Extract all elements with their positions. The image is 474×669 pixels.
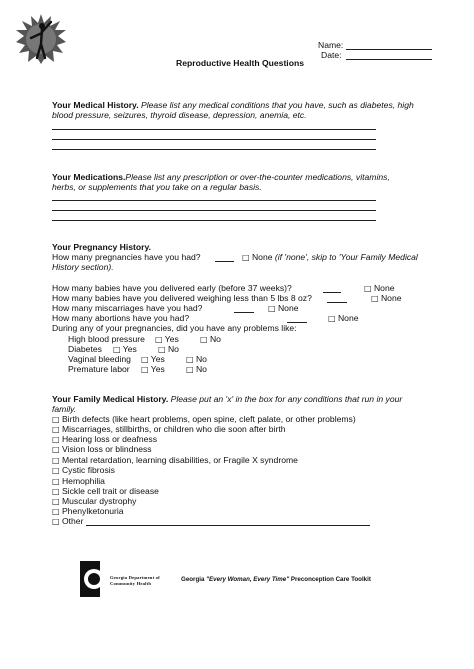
medical-history-prompt-2: blood pressure, seizures, thyroid disease, depression, anemia, etc. — [52, 110, 307, 120]
medical-history-line[interactable] — [52, 149, 376, 150]
none-label: None — [277, 303, 299, 313]
page-title: Reproductive Health Questions — [176, 58, 304, 68]
pregnancies-answer-field[interactable] — [215, 261, 234, 262]
condition-checkbox[interactable]: □ — [52, 415, 60, 424]
miscarriages-answer-field[interactable] — [234, 312, 254, 313]
medical-history-heading: Your Medical History. — [52, 100, 139, 110]
pregnancies-note-2: History section). — [52, 262, 114, 272]
condition-checkbox[interactable]: □ — [52, 435, 60, 444]
yes-checkbox[interactable]: □ — [113, 345, 121, 354]
condition-label: Cystic fibrosis — [61, 465, 115, 475]
condition-label: Other — [61, 516, 84, 526]
condition-checkbox[interactable]: □ — [52, 507, 60, 516]
date-field[interactable] — [346, 59, 432, 60]
medications-line[interactable] — [52, 210, 376, 211]
family-history-prompt-1 — [52, 394, 402, 404]
problem-label: High blood pressure — [68, 334, 145, 344]
medications-line[interactable] — [52, 220, 376, 221]
no-label: No — [195, 354, 207, 364]
family-history-prompt-2: family. — [52, 404, 77, 414]
problem-label: Premature labor — [68, 364, 130, 374]
none-checkbox[interactable]: □ — [371, 294, 379, 303]
toolkit-suffix: Preconception Care Toolkit — [290, 576, 371, 583]
toolkit-title: "Every Woman, Every Time" — [206, 576, 290, 583]
condition-item[interactable] — [52, 444, 152, 455]
low-weight-none-option[interactable] — [371, 293, 402, 304]
family-history-heading: Your Family Medical History. — [52, 394, 169, 404]
medications-prompt-1 — [52, 172, 390, 182]
pregnancy-heading: Your Pregnancy History. — [52, 242, 152, 252]
yes-label: Yes — [150, 364, 165, 374]
condition-label: Muscular dystrophy — [61, 496, 137, 506]
none-label: None — [251, 252, 273, 262]
name-field[interactable] — [346, 49, 432, 50]
condition-label: Birth defects (like heart problems, open spine, cleft palate, or other problems) — [61, 414, 356, 424]
condition-label: Hemophilia — [61, 476, 105, 486]
early-answer-field[interactable] — [323, 292, 341, 293]
yes-checkbox[interactable]: □ — [141, 365, 149, 374]
other-condition-field[interactable] — [86, 525, 370, 526]
none-label: None — [380, 293, 402, 303]
yes-label: Yes — [122, 344, 137, 354]
q-abortions: How many abortions have you had? — [52, 313, 190, 323]
none-label: None — [337, 313, 359, 323]
date-label: Date: — [321, 50, 342, 60]
medical-history-text: Please list any medical conditions that you have, such as diabetes, high — [140, 100, 414, 110]
dept-line-2: Community Health — [110, 581, 152, 586]
abortions-none-option[interactable] — [328, 313, 359, 324]
q-problems: During any of your pregnancies, did you have any problems like: — [52, 323, 297, 333]
medical-history-line[interactable] — [52, 129, 376, 130]
no-checkbox[interactable]: □ — [158, 345, 166, 354]
dept-name — [110, 575, 160, 587]
condition-checkbox[interactable]: □ — [52, 477, 60, 486]
toolkit-footer — [181, 576, 371, 583]
condition-checkbox[interactable]: □ — [52, 487, 60, 496]
no-label: No — [195, 364, 207, 374]
q-early: How many babies have you delivered early (before 37 weeks)? — [52, 283, 292, 293]
low-weight-answer-field[interactable] — [327, 302, 347, 303]
none-checkbox[interactable]: □ — [328, 314, 336, 323]
condition-checkbox[interactable]: □ — [52, 517, 60, 526]
yes-checkbox[interactable]: □ — [155, 335, 163, 344]
no-label: No — [209, 334, 221, 344]
toolkit-prefix: Georgia — [181, 576, 205, 583]
condition-checkbox[interactable]: □ — [52, 456, 60, 465]
name-label: Name: — [318, 40, 344, 50]
dept-line-1: Georgia Department of — [110, 575, 160, 580]
no-checkbox[interactable]: □ — [186, 365, 194, 374]
medications-line[interactable] — [52, 200, 376, 201]
condition-checkbox[interactable]: □ — [52, 497, 60, 506]
problem-no-option[interactable] — [186, 364, 207, 375]
family-history-text: Please put an 'x' in the box for any conditions that run in your — [170, 394, 403, 404]
medications-heading: Your Medications. — [52, 172, 126, 182]
q-miscarriages: How many miscarriages have you had? — [52, 303, 203, 313]
condition-checkbox[interactable]: □ — [52, 445, 60, 454]
condition-label: Mental retardation, learning disabilities, or Fragile X syndrome — [61, 455, 298, 465]
none-checkbox[interactable]: □ — [268, 304, 276, 313]
yes-label: Yes — [150, 354, 165, 364]
none-label: None — [373, 283, 395, 293]
none-checkbox[interactable]: □ — [364, 284, 372, 293]
medications-text: Please list any prescription or over-the-counter medications, vitamins, — [125, 172, 390, 182]
condition-label: Vision loss or blindness — [61, 444, 152, 454]
problem-yes-option[interactable] — [141, 364, 165, 375]
q-pregnancies: How many pregnancies have you had? — [52, 252, 201, 262]
condition-checkbox[interactable]: □ — [52, 466, 60, 475]
program-logo — [16, 14, 66, 64]
problem-no-option[interactable] — [200, 334, 221, 345]
condition-label: Sickle cell trait or disease — [61, 486, 159, 496]
problem-label: Diabetes — [68, 344, 102, 354]
problem-label: Vaginal bleeding — [68, 354, 131, 364]
q-low-weight: How many babies have you delivered weighing less than 5 lbs 8 oz? — [52, 293, 312, 303]
condition-item[interactable] — [52, 516, 83, 527]
pregnancies-none-option[interactable] — [242, 252, 418, 263]
yes-label: Yes — [164, 334, 179, 344]
condition-label: Miscarriages, stillbirths, or children who die soon after birth — [61, 424, 286, 434]
pregnancies-note: (if 'none', skip to 'Your Family Medical — [274, 252, 418, 262]
miscarriages-none-option[interactable] — [268, 303, 299, 314]
no-checkbox[interactable]: □ — [200, 335, 208, 344]
no-label: No — [167, 344, 179, 354]
condition-label: Hearing loss or deafness — [61, 434, 158, 444]
condition-item[interactable] — [52, 465, 115, 476]
no-checkbox[interactable]: □ — [186, 355, 194, 364]
dch-logo — [80, 561, 108, 597]
none-checkbox[interactable]: □ — [242, 253, 250, 262]
medical-history-prompt-1 — [52, 100, 414, 110]
medical-history-line[interactable] — [52, 139, 376, 140]
condition-checkbox[interactable]: □ — [52, 425, 60, 434]
yes-checkbox[interactable]: □ — [141, 355, 149, 364]
medications-prompt-2: herbs, or supplements that you take on a regular basis. — [52, 182, 262, 192]
condition-label: Phenylketonuria — [61, 506, 124, 516]
